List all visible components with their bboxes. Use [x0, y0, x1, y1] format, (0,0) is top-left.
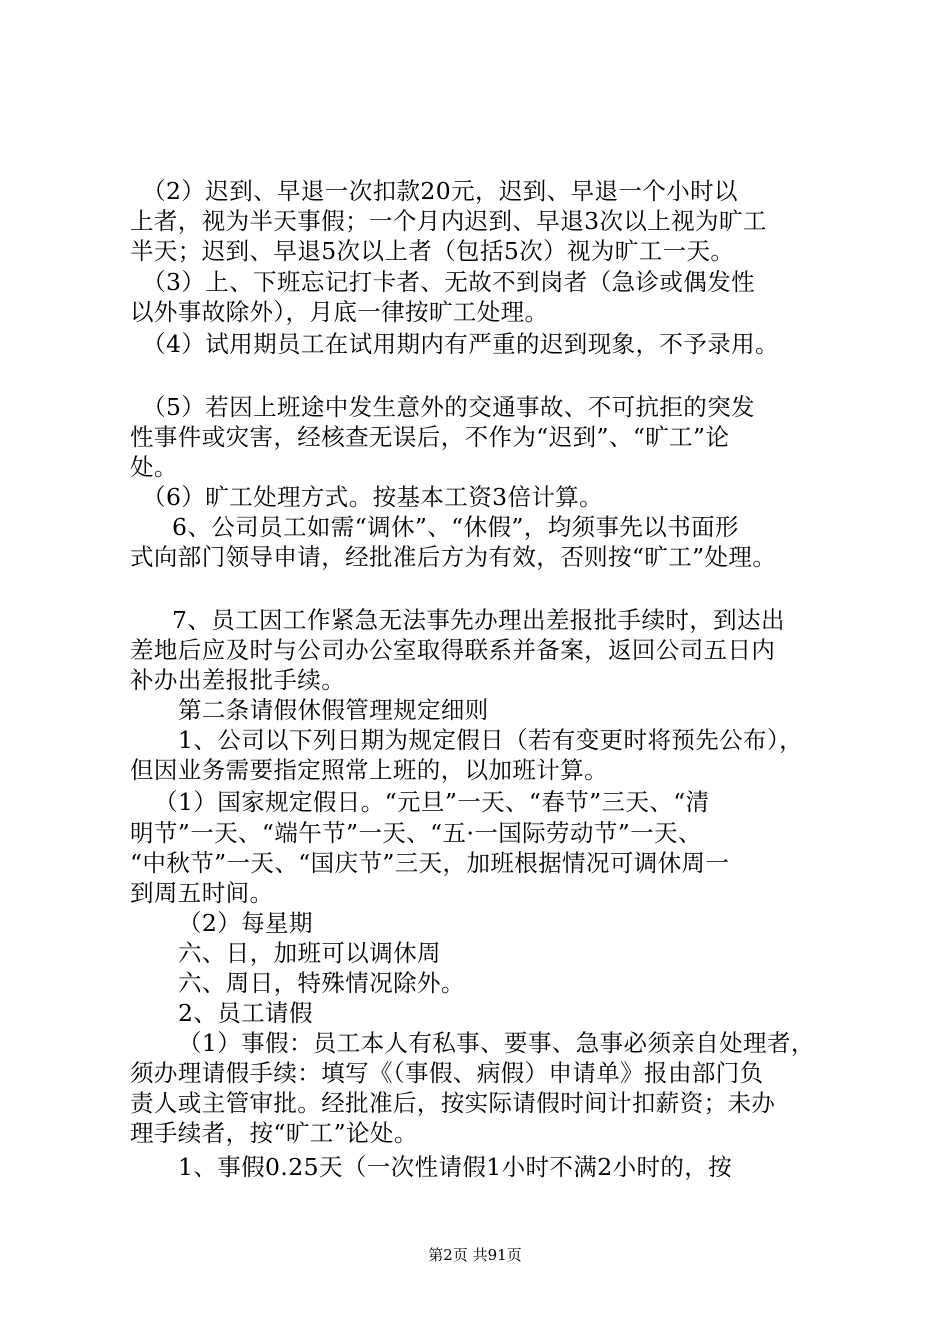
- body-line: （5）若因上班途中发生意外的交通事故、不可抗拒的突发: [130, 393, 756, 421]
- body-line: 到周五时间。: [130, 879, 274, 907]
- body-line: （2）迟到、早退一次扣款20元，迟到、早退一个小时以: [130, 177, 738, 205]
- body-line: 1、公司以下列日期为规定假日（若有变更时将预先公布），: [178, 726, 804, 754]
- body-line: “中秋节”一天、“国庆节”三天，加班根据情况可调休周一: [130, 849, 730, 877]
- body-line: 7、员工因工作紧急无法事先办理出差报批手续时，到达出: [172, 606, 785, 634]
- body-line: 须办理请假手续：填写《（事假、病假）申请单》报由部门负: [130, 1059, 764, 1087]
- body-line: 2、员工请假: [178, 999, 313, 1027]
- body-line: （1）国家规定假日。“元旦”一天、“春节”三天、“清: [142, 788, 710, 816]
- body-line: 补办出差报批手续。: [130, 666, 346, 694]
- body-line: 责人或主管审批。经批准后，按实际请假时间计扣薪资；未办: [130, 1089, 776, 1117]
- body-line: 处。: [130, 453, 178, 481]
- body-line: 以外事故除外），月底一律按旷工处理。: [130, 298, 549, 326]
- body-line: （3）上、下班忘记打卡者、无故不到岗者（急诊或偶发性: [130, 268, 756, 296]
- body-line: 式向部门领导申请，经批准后方为有效，否则按“旷工”处理。: [130, 543, 777, 571]
- body-line: 六、周日，特殊情况除外。: [178, 969, 465, 997]
- body-line: 6、公司员工如需“调休”、“休假”，均须事先以书面形: [172, 513, 739, 541]
- body-line: 但因业务需要指定照常上班的，以加班计算。: [130, 756, 608, 784]
- body-line: （2）每星期: [178, 909, 313, 937]
- body-line: 六、日，加班可以调休周: [178, 939, 441, 967]
- body-line: 明节”一天、“端午节”一天、“五·一国际劳动节”一天、: [130, 819, 702, 847]
- section-heading: 第二条请假休假管理规定细则: [178, 696, 489, 724]
- page-footer: 第2页 共91页: [428, 1246, 522, 1264]
- body-line: 理手续者，按“旷工”论处。: [130, 1119, 418, 1147]
- body-line: 性事件或灾害，经核查无误后，不作为“迟到”、“旷工”论: [130, 423, 730, 451]
- body-line: （1）事假：员工本人有私事、要事、急事必须亲自处理者，: [178, 1029, 815, 1057]
- body-line: （4）试用期员工在试用期内有严重的迟到现象，不予录用。: [130, 330, 779, 358]
- body-line: 半天；迟到、早退5次以上者（包括5次）视为旷工一天。: [130, 237, 735, 265]
- body-line: 上者，视为半天事假；一个月内迟到、早退3次以上视为旷工: [130, 207, 767, 235]
- body-line: （6）旷工处理方式。按基本工资3倍计算。: [130, 483, 604, 511]
- body-line: 1、事假0.25天（一次性请假1小时不满2小时的，按: [178, 1153, 733, 1181]
- body-line: 差地后应及时与公司办公室取得联系并备案，返回公司五日内: [130, 636, 776, 664]
